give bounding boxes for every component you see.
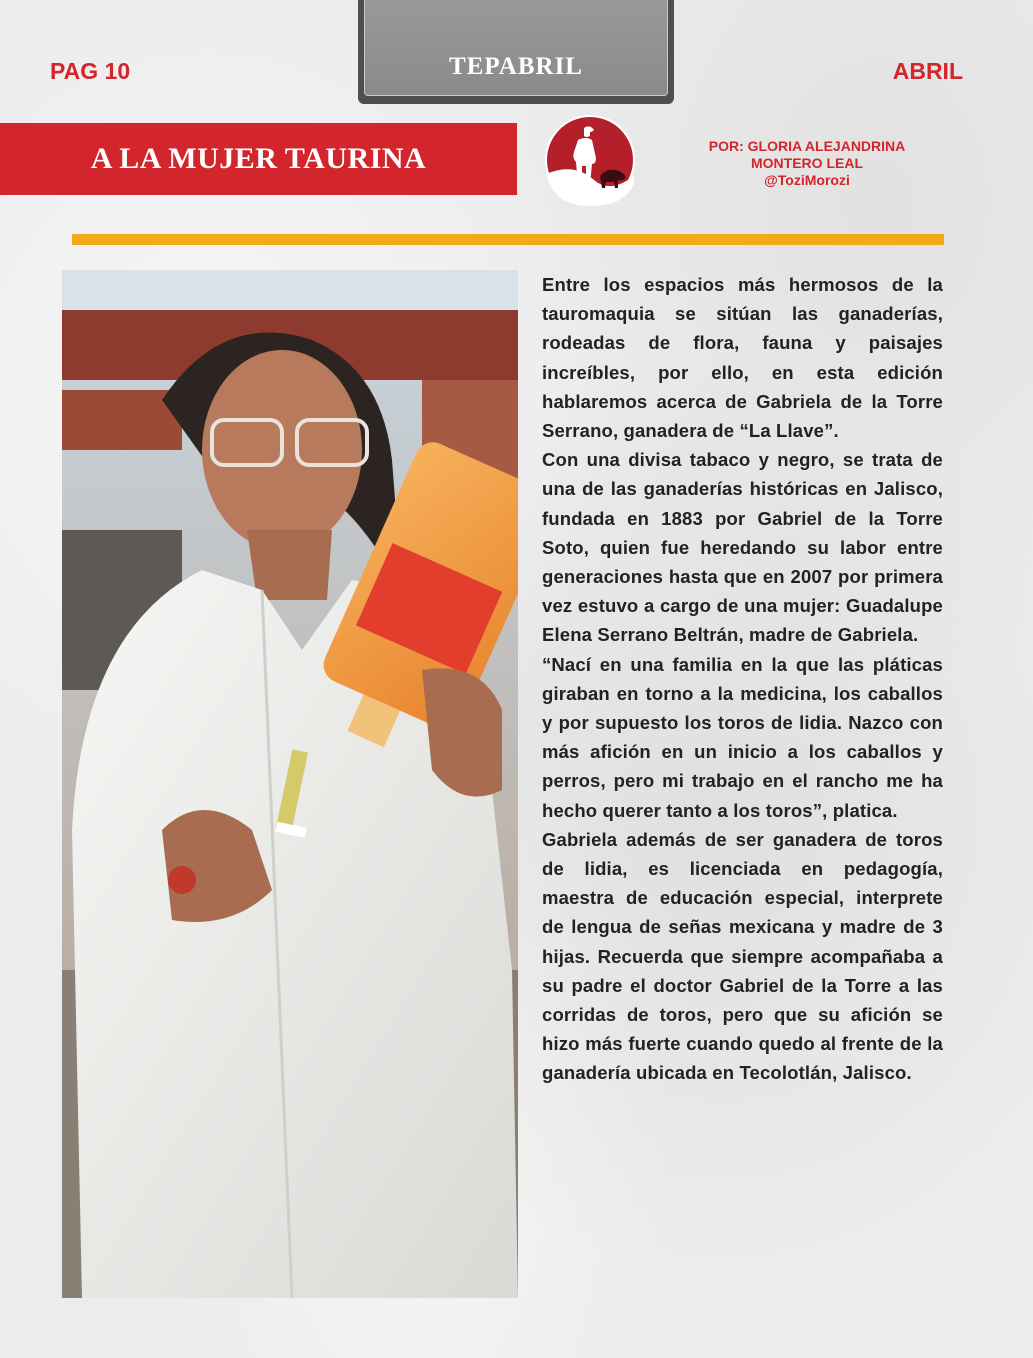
byline-line-1: POR: GLORIA ALEJANDRINA <box>708 138 906 154</box>
bullfighter-logo-icon <box>544 114 636 206</box>
author-handle: @ToziMorozi <box>764 172 850 188</box>
article-body <box>542 270 943 1088</box>
orange-divider <box>72 234 944 245</box>
section-title-bar <box>0 123 517 195</box>
article-paragraph-4: Gabriela además de ser ganadera de toros de lidia, es licenciada en pedagogía, maestra de educación especial, interprete de lengua de señas mexicana y madre de 3 hijas. Recuerda que siempre acompañaba a su padre el doctor Gabriel de la Torre a las corridas de toros, pero que su afición se hizo más fuerte cuando quedo al frente de la ganadería ubicada en Tecolotlán, Jalisco. <box>542 828 943 1084</box>
section-title: A LA MUJER TAURINA <box>90 142 427 175</box>
author-byline <box>668 138 946 189</box>
byline-line-2: MONTERO LEAL <box>751 155 863 171</box>
article-paragraph-2: Con una divisa tabaco y negro, se trata de una de las ganaderías históricas en Jalisco, fundada en 1883 por Gabriel de la Torre Soto, quien fue heredando su labor entre generaciones hasta que en 2007 por primera vez estuvo a cargo de una mujer: Guadalupe Elena Serrano Beltrán, madre de Gabriela. <box>542 449 943 646</box>
issue-month: ABRIL <box>892 58 963 84</box>
article-photo <box>62 270 518 1298</box>
magazine-tab-face <box>364 0 668 96</box>
magazine-tab <box>358 0 674 104</box>
article-paragraph-1: Entre los espacios más hermosos de la tauromaquia se sitúan las ganaderías, rodeadas de flora, fauna y paisajes increíbles, por ello, en esta edición hablaremos acerca de Gabriela de la Torre Serrano, ganadera de “La Llave”. <box>542 274 943 442</box>
page-number: PAG 10 <box>50 58 131 84</box>
article-paragraph-3: “Nací en una familia en la que las pláticas giraban en torno a la medicina, los caballos y por supuesto los toros de lidia. Nazco con más afición en un inicio a los caballos y perros, pero mi trabajo en el rancho me ha hecho querer tanto a los toros”, platica. <box>542 653 943 821</box>
magazine-name: TEPABRIL <box>449 53 583 80</box>
